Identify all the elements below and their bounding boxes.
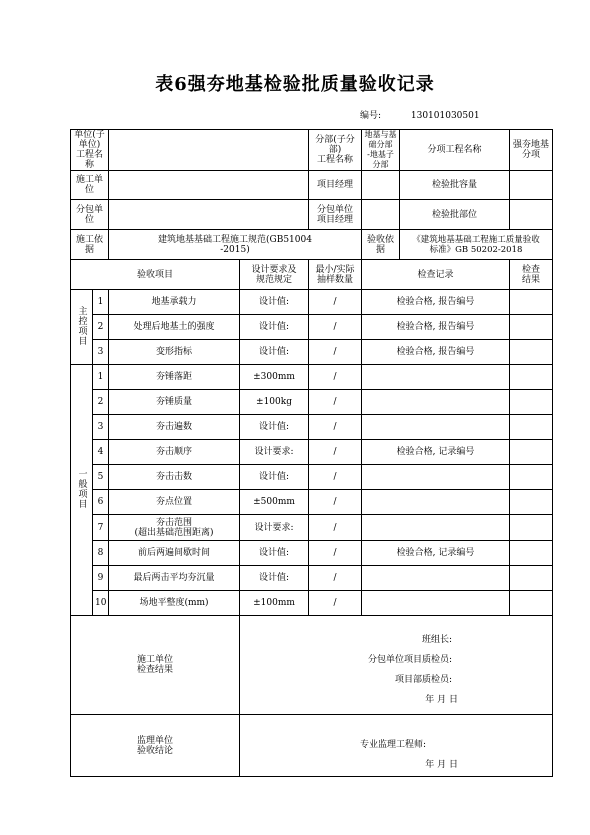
row-record <box>362 415 510 440</box>
row-sample: / <box>309 365 362 390</box>
supervision-engineer-label: 专业监理工程师: <box>359 740 427 750</box>
row-no: 3 <box>93 415 109 440</box>
row-record <box>362 465 510 490</box>
col-design: 设计要求及 规范规定 <box>240 260 309 290</box>
main-group-label: 主控项目 <box>71 290 93 365</box>
row-name: 地基承载力 <box>109 290 240 315</box>
row-result[interactable] <box>510 515 553 541</box>
row-name: 夯击击数 <box>109 465 240 490</box>
table-row <box>71 440 553 465</box>
number-label: 编号: <box>360 111 382 121</box>
table-row <box>71 415 553 440</box>
row-record <box>362 390 510 415</box>
row-result[interactable] <box>510 340 553 365</box>
row-result[interactable] <box>510 365 553 390</box>
table-row <box>71 340 553 365</box>
row-sample: / <box>309 591 362 616</box>
capacity-label: 检验批容量 <box>400 171 510 200</box>
col-record: 检查记录 <box>362 260 510 290</box>
location-label: 检验批部位 <box>400 200 510 230</box>
pm-value[interactable] <box>362 171 400 200</box>
row-record <box>362 566 510 591</box>
row-result[interactable] <box>510 541 553 566</box>
row-no: 8 <box>93 541 109 566</box>
row-record: 检验合格, 报告编号 <box>362 315 510 340</box>
item-label: 分项工程名称 <box>400 130 510 171</box>
row-design: 设计值: <box>240 290 309 315</box>
row-sample: / <box>309 315 362 340</box>
row-name: 处理后地基土的强度 <box>109 315 240 340</box>
table-row <box>71 365 553 390</box>
row-sample: / <box>309 340 362 365</box>
number-line <box>360 108 480 121</box>
table-row <box>71 290 553 315</box>
row-record: 检验合格, 记录编号 <box>362 440 510 465</box>
page-title: 表6强夯地基检验批质量验收记录 <box>155 74 435 95</box>
col-sample: 最小/实际 抽样数量 <box>309 260 362 290</box>
row-name: 夯锤落距 <box>109 365 240 390</box>
row-design: 设计要求: <box>240 440 309 465</box>
unit-value[interactable] <box>109 130 309 171</box>
row-name: 前后两遍间歇时间 <box>109 541 240 566</box>
row-design: 设计值: <box>240 340 309 365</box>
row-record <box>362 490 510 515</box>
row-name: 夯点位置 <box>109 490 240 515</box>
row-sample: / <box>309 415 362 440</box>
row-no: 2 <box>93 390 109 415</box>
row-result[interactable] <box>510 390 553 415</box>
row-design: ±100mm <box>240 591 309 616</box>
row-no: 7 <box>93 515 109 541</box>
table-row <box>71 465 553 490</box>
inspection-form <box>70 129 553 777</box>
row-sample: / <box>309 465 362 490</box>
table-row <box>71 390 553 415</box>
construction-check-sign-area[interactable] <box>240 616 553 715</box>
row-name: 夯击遍数 <box>109 415 240 440</box>
basis-value: 建筑地基基础工程施工规范(GB51004 -2015) <box>109 230 362 260</box>
subcontract-pm-label: 分包单位 项目经理 <box>309 200 362 230</box>
row-sample: / <box>309 490 362 515</box>
row-design: ±500mm <box>240 490 309 515</box>
row-result[interactable] <box>510 490 553 515</box>
row-record <box>362 515 510 541</box>
acceptance-basis-value: 《建筑地基基础工程施工质量验收 标准》GB 50202-2018 <box>400 230 553 260</box>
number-value: 130101030501 <box>410 111 480 121</box>
row-record: 检验合格, 报告编号 <box>362 290 510 315</box>
unit-label: 单位(子单位) 工程名称 <box>71 130 109 171</box>
row-record <box>362 365 510 390</box>
row-result[interactable] <box>510 440 553 465</box>
row-no: 2 <box>93 315 109 340</box>
construction-date: 年 月 日 <box>425 695 459 705</box>
row-no: 4 <box>93 440 109 465</box>
table-row <box>71 515 553 541</box>
table-row <box>71 591 553 616</box>
team-leader-label: 班组长: <box>421 635 453 645</box>
supervision-label: 监理单位 验收结论 <box>71 715 240 777</box>
row-no: 9 <box>93 566 109 591</box>
capacity-value[interactable] <box>510 171 553 200</box>
row-design: 设计值: <box>240 315 309 340</box>
row-no: 1 <box>93 290 109 315</box>
row-design: ±300mm <box>240 365 309 390</box>
table-row <box>71 490 553 515</box>
row-result[interactable] <box>510 315 553 340</box>
supervision-row <box>71 715 553 777</box>
subunit-label: 分部(子分部) 工程名称 <box>309 130 362 171</box>
sub-inspector-label: 分包单位项目质检员: <box>367 655 453 665</box>
row-result[interactable] <box>510 566 553 591</box>
subunit-value: 地基与基础分部 -地基子分部 <box>362 130 400 171</box>
supervision-date: 年 月 日 <box>425 760 459 770</box>
row-sample: / <box>309 541 362 566</box>
row-sample: / <box>309 515 362 541</box>
row-sample: / <box>309 440 362 465</box>
construction-unit-value[interactable] <box>109 171 309 200</box>
supervision-sign-area[interactable] <box>240 715 553 777</box>
row-design: 设计值: <box>240 566 309 591</box>
row-design: 设计值: <box>240 541 309 566</box>
row-name: 夯锤质量 <box>109 390 240 415</box>
inspector-label: 项目部质检员: <box>394 675 453 685</box>
row-name: 夯击顺序 <box>109 440 240 465</box>
construction-check-label: 施工单位 检查结果 <box>71 616 240 715</box>
subcontract-value[interactable] <box>109 200 309 230</box>
row-sample: / <box>309 390 362 415</box>
row-design: 设计值: <box>240 465 309 490</box>
basis-label: 施工依据 <box>71 230 109 260</box>
table-row <box>71 315 553 340</box>
row-design: 设计要求: <box>240 515 309 541</box>
row-no: 5 <box>93 465 109 490</box>
row-name: 夯击范围 (超出基础范围距离) <box>109 515 240 541</box>
row-result[interactable] <box>510 415 553 440</box>
row-record: 检验合格, 记录编号 <box>362 541 510 566</box>
table-row <box>71 541 553 566</box>
subcontract-pm-value[interactable] <box>362 200 400 230</box>
pm-label: 项目经理 <box>309 171 362 200</box>
row-result[interactable] <box>510 465 553 490</box>
table-row <box>71 566 553 591</box>
subcontract-label: 分包单位 <box>71 200 109 230</box>
row-name: 最后两击平均夯沉量 <box>109 566 240 591</box>
row-record: 检验合格, 报告编号 <box>362 340 510 365</box>
row-result[interactable] <box>510 591 553 616</box>
construction-unit-label: 施工单位 <box>71 171 109 200</box>
row-no: 10 <box>93 591 109 616</box>
row-design: ±100kg <box>240 390 309 415</box>
construction-check-row <box>71 616 553 715</box>
row-result[interactable] <box>510 290 553 315</box>
item-value: 强夯地基分项 <box>510 130 553 171</box>
row-no: 6 <box>93 490 109 515</box>
general-group-label: 一般项目 <box>71 365 93 616</box>
acceptance-basis-label: 验收依据 <box>362 230 400 260</box>
col-item: 验收项目 <box>71 260 240 290</box>
row-sample: / <box>309 566 362 591</box>
row-no: 1 <box>93 365 109 390</box>
col-result: 检查 结果 <box>510 260 553 290</box>
row-record <box>362 591 510 616</box>
row-sample: / <box>309 290 362 315</box>
row-name: 场地平整度(mm) <box>109 591 240 616</box>
row-no: 3 <box>93 340 109 365</box>
row-name: 变形指标 <box>109 340 240 365</box>
location-value[interactable] <box>510 200 553 230</box>
row-design: 设计值: <box>240 415 309 440</box>
